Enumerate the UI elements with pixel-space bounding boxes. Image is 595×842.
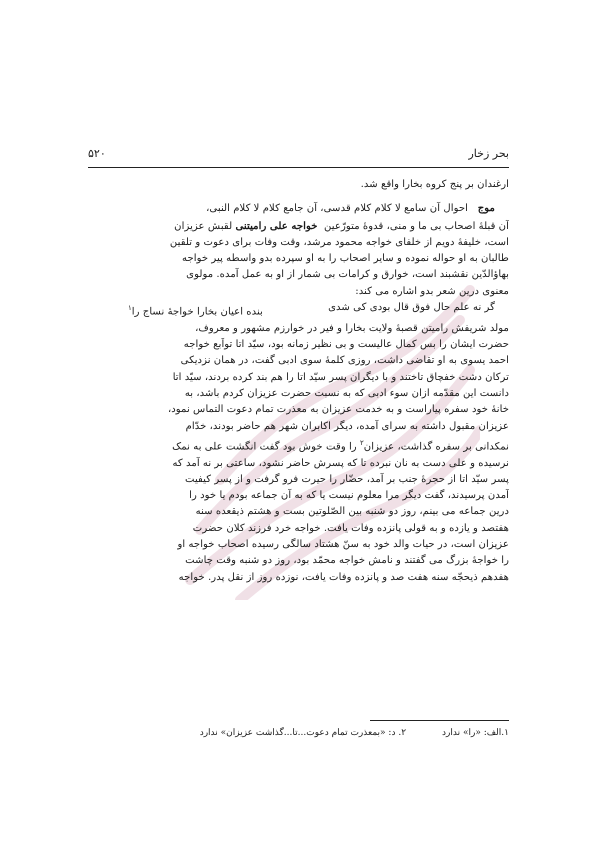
text-line <box>88 218 509 235</box>
text-segment: احوال آن سامع لا کلام کلام قدسی، آن جامع کلام لا کلام النبی، <box>206 203 468 215</box>
text-line: ترکان دشت خفچاق تاختند و با دیگران پسر سیّد اتا را هم بند کرده بردند، سیّد اتا <box>172 371 509 383</box>
text-line: درین جماعه می بینم، روز دو شنبه بین الصّلوتین بست و هشتم ذیقعده سنه <box>195 506 509 518</box>
text-segment: بنده اعیان بخارا خواجهٔ نساج را <box>131 306 263 318</box>
text-line: خانهٔ خود سفره پیاراست و به خدمت عزیزان به معذرت تمام دعوت التماس نمود، <box>167 404 509 416</box>
running-title: بحر زخار <box>468 147 509 160</box>
footnote-ref: ۲ <box>359 438 364 447</box>
text-line: نرسیده و علی دست به نان نبرده تا که پسرش حاضر نشود، ساعتی بر نه آمد که <box>172 457 509 469</box>
text-line: ارغندان بر پنج کروه بخارا واقع شد. <box>360 179 509 190</box>
text-line: دانست این مقدّمه ازان سوء ادبی که به نسبت حضرت عزیزان کردم باشد، به <box>184 387 509 399</box>
text-line: معنوی درین شعر بدو اشاره می کند: <box>355 285 509 297</box>
verse-hemistich-2 <box>128 300 263 321</box>
verse-hemistich-1: گر نه علم حال فوق قال بودی کی شدی <box>328 302 495 314</box>
entry-heading: موج <box>477 202 495 215</box>
text-line: پسر سیّد اتا از حجرهٔ جنب بر آمد، حضّار را حیرت فرو گرفت و از پسر کیفیت <box>184 473 509 485</box>
verse-line <box>88 300 509 321</box>
text-line: عزیزان مقبول داشته به سرای آمده، دیگر اکابران شهر هم حاضر بودند، خدّام <box>185 420 509 432</box>
text-line: هفتصد و یازده و به قولی پانزده وفات یافت. خواجه خرد فرزند کلان حضرت <box>192 522 509 534</box>
text-line: عزیزان است، در حیات والد خود به سنّ هشتاد سالگی رسیده اصحاب خواجه او <box>177 539 509 551</box>
text-segment: آن قبلهٔ اصحاب بی ما و منی، قدوهٔ متورّعین <box>324 220 509 232</box>
text-segment: را وقت خوش بود گفت انگشت علی به نمک <box>172 441 357 453</box>
text-line: را خواجهٔ بزرگ می گفتند و نامش خواجه محمّد بود، روز دو شنبه وقت چاشت <box>185 555 509 567</box>
text-line: طالبان به او حواله نموده و سایر اصحاب را به او سپرده بدو واسطه پیر خواجه <box>182 253 509 265</box>
footnote-1: ۱.الف: «را» ندارد <box>442 728 509 738</box>
text-line: مولد شریفش رامیتن قصبهٔ ولایت بخارا و فیر در خوارزم مشهور و معروف، <box>195 322 509 334</box>
text-line: است، خلیفهٔ دویم از خلفای خواجه محمود مرشد، وقت وفات برای دعوت و تلقین <box>169 236 509 248</box>
footnote-rule <box>370 720 509 721</box>
text-segment: نمکدانی بر سفره گذاشت، عزیزان <box>363 441 509 453</box>
footnotes <box>88 728 509 738</box>
text-segment: لقبش عزیزان <box>174 220 233 232</box>
main-text <box>88 177 509 586</box>
text-line: احمد یسوی به او تقاضی داشت، روزی کلمهٔ سوی ادبی گفت، در همان نزدیکی <box>180 355 509 367</box>
text-line: آمدن پرسیدند، گفت دیگر مرا معلوم نیست یا که به آن جماعه بودم یا خود را <box>189 490 509 502</box>
footnote-ref: ۱ <box>128 304 132 313</box>
text-line <box>88 435 509 456</box>
header-rule <box>88 167 509 168</box>
text-line: بهاؤالدّین نقشبند است، خوارق و کرامات بی شمار از او به عمل آمده. مولوی <box>186 269 509 281</box>
text-line: هفدهم ذیحجّه سنه هفت صد و پانزده وفات یافت، نوزده روز از نقل پدر. خواجه <box>178 571 509 583</box>
page-header <box>88 147 509 160</box>
text-line: حضرت ایشان را بس کمال عالیست و بی نظیر زمانه بود، سیّد اتا تواَبع خواجه <box>183 339 509 351</box>
person-name: خواجه علی رامیتنی <box>235 219 318 232</box>
page-number: ۵۲۰ <box>88 147 106 160</box>
text-line <box>88 200 509 217</box>
footnote-2: ۲. د: «بمعذرت تمام دعوت...تا...گذاشت عزیزان» ندارد <box>199 728 407 738</box>
